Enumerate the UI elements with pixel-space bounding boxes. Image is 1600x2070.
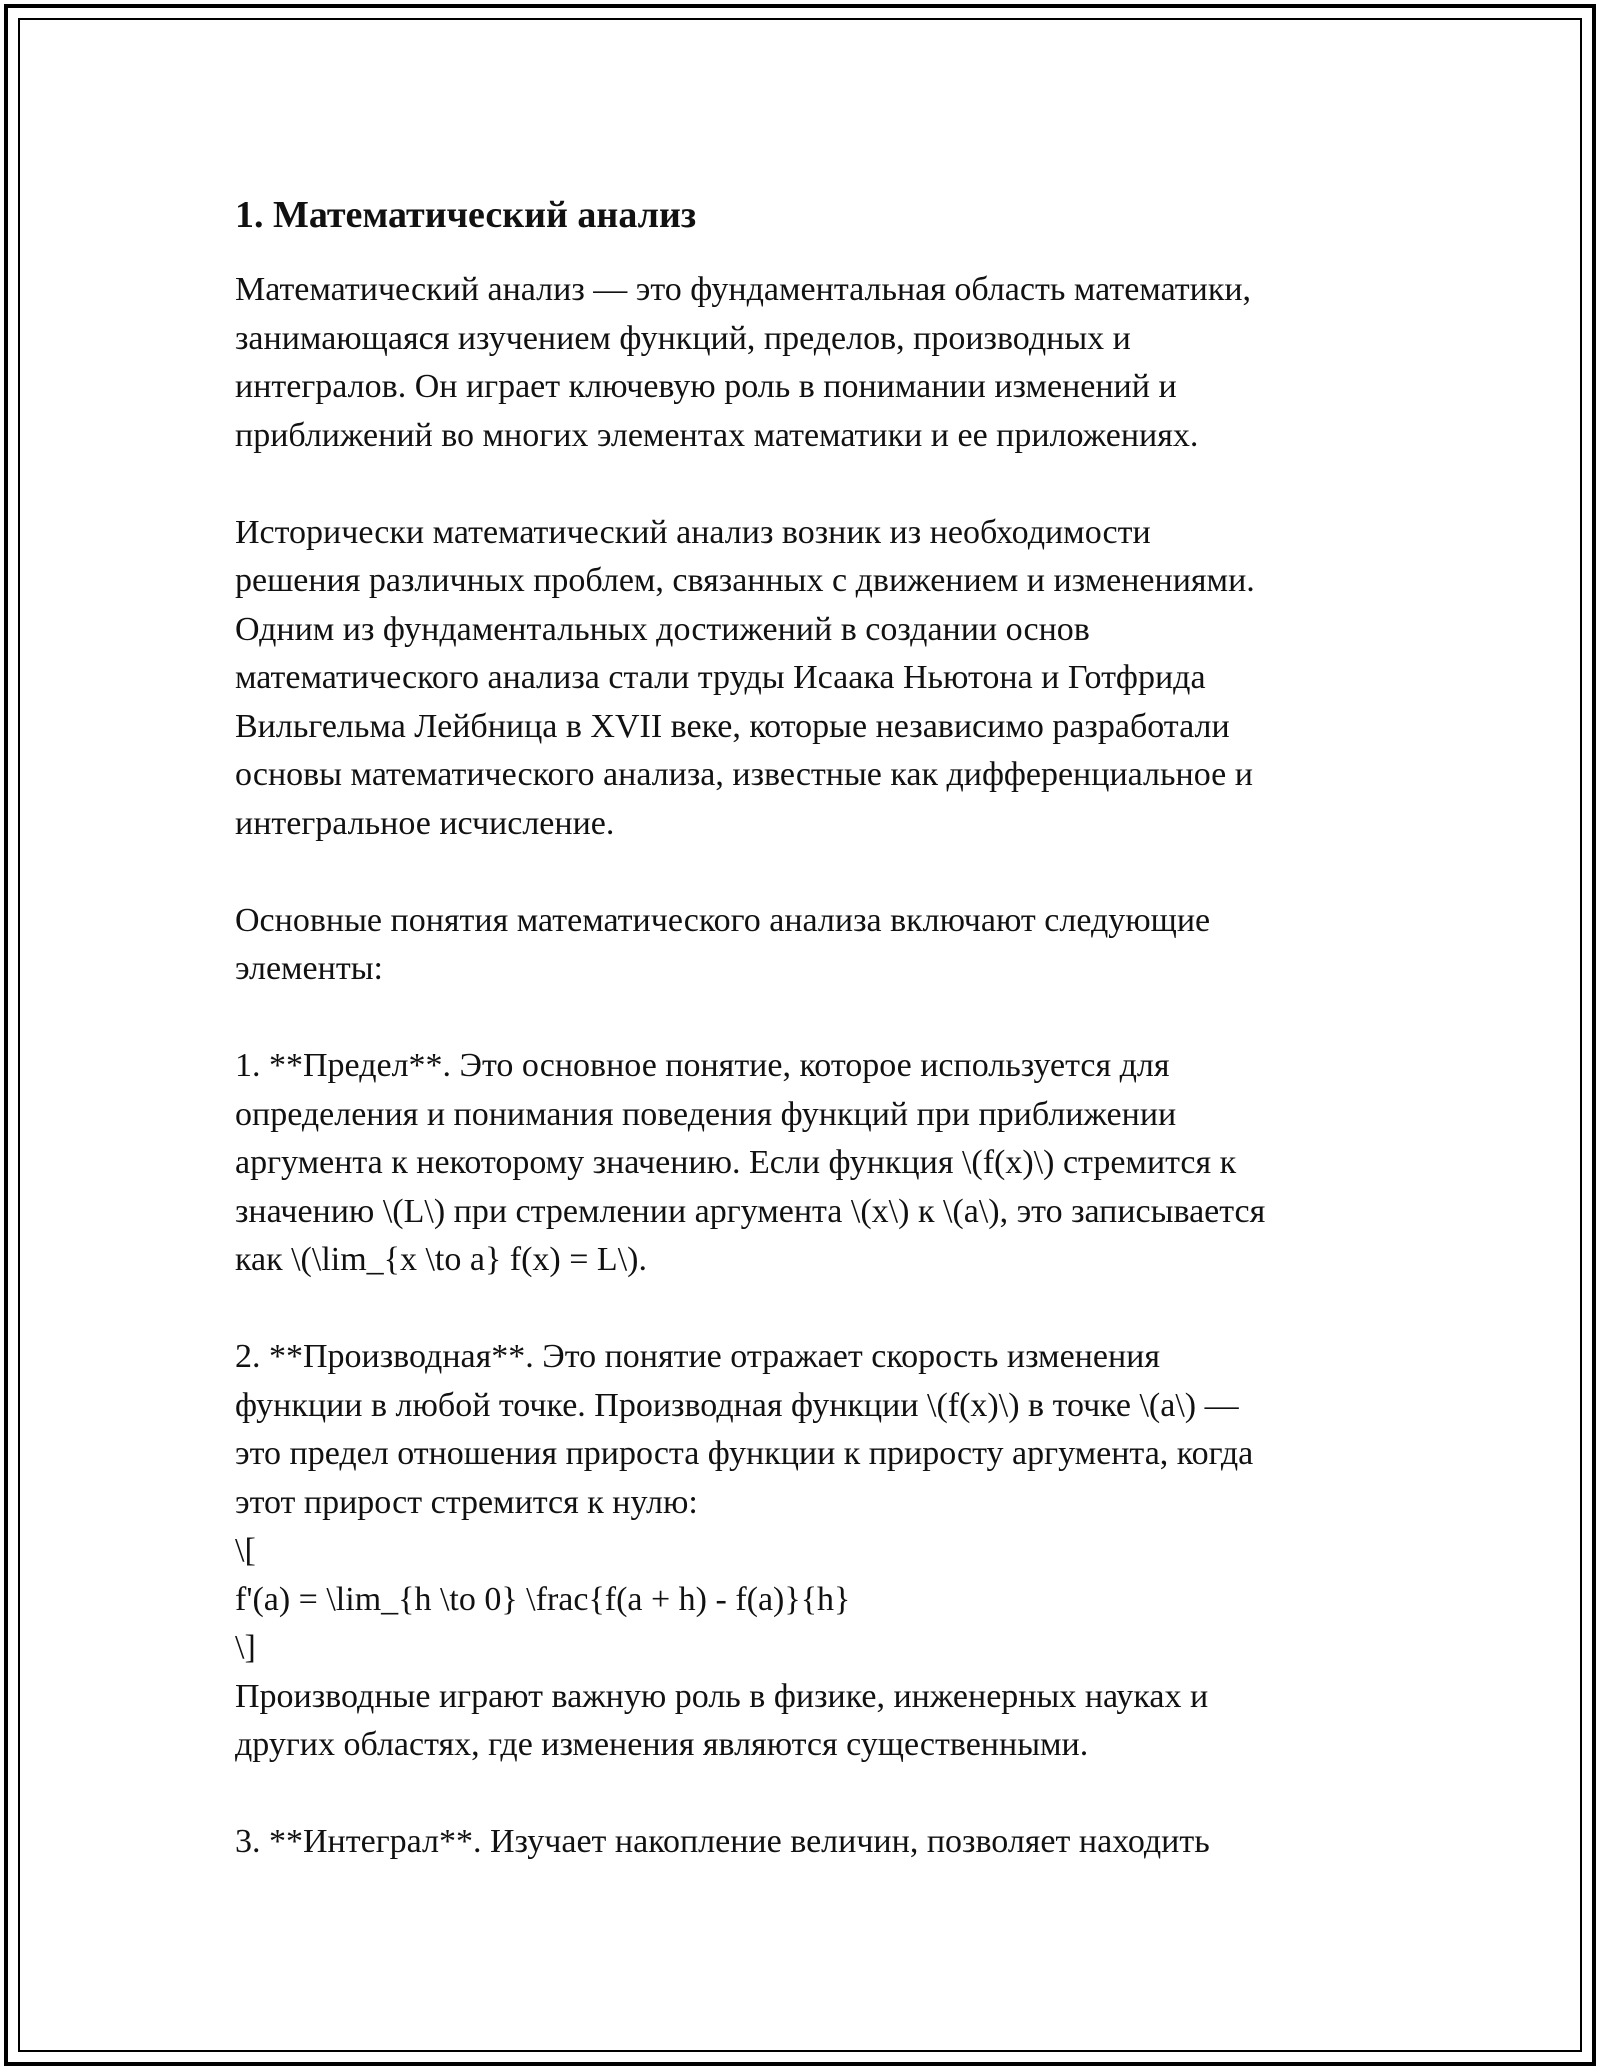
list-item-derivative: 2. **Производная**. Это понятие отражает скорость изменения функции в любой точке. Производная функции \(f(x)\) в точке \(a\) — это предел отношения прироста функции к приросту аргумента, когда этот прирост стремится к нулю: \[ f'(a) = \lim_{h \to 0} \frac{f(a + h) - f(a)}{h} \] Производные играют важную роль в физике, инженерных науках и других областях, где изменения являются существенными. xyxy=(235,1338,1254,1763)
section-title: 1. Математический анализ xyxy=(235,194,697,236)
spacer xyxy=(235,1770,1365,1819)
list-item-limit: 1. **Предел**. Это основное понятие, которое используется для определения и понимания поведения функций при приближении аргумента к некоторому значению. Если функция \(f(x)\) стремится к значению \(L\) при стремлении аргумента \(x\) к \(a\), это записывается как \(\lim_{x \to a} f(x) = L\). xyxy=(235,1047,1266,1278)
list-item-integral: 3. **Интеграл**. Изучает накопление величин, позволяет находить xyxy=(235,1823,1210,1860)
paragraph-concepts: Основные понятия математического анализа включают следующие элементы: xyxy=(235,901,1211,987)
spacer xyxy=(235,1285,1365,1334)
spacer xyxy=(235,238,1365,266)
spacer xyxy=(235,994,1365,1043)
document-page xyxy=(235,192,1365,1867)
spacer xyxy=(235,460,1365,509)
paragraph-intro: Математический анализ — это фундаментальная область математики, занимающаяся изучением функций, пределов, производных и интегралов. Он играет ключевую роль в понимании изменений и приближений во многих элементах математики и ее приложениях. xyxy=(235,271,1252,454)
paragraph-history: Исторически математический анализ возник из необходимости решения различных проблем, связанных с движением и изменениями. Одним из фундаментальных достижений в создании основ математического анализа стали труды Исаака Ньютона и Готфрида Вильгельма Лейбница в XVII веке, которые независимо разработали основы математического анализа, известные как дифференциальное и интегральное исчисление. xyxy=(235,513,1255,842)
spacer xyxy=(235,848,1365,897)
